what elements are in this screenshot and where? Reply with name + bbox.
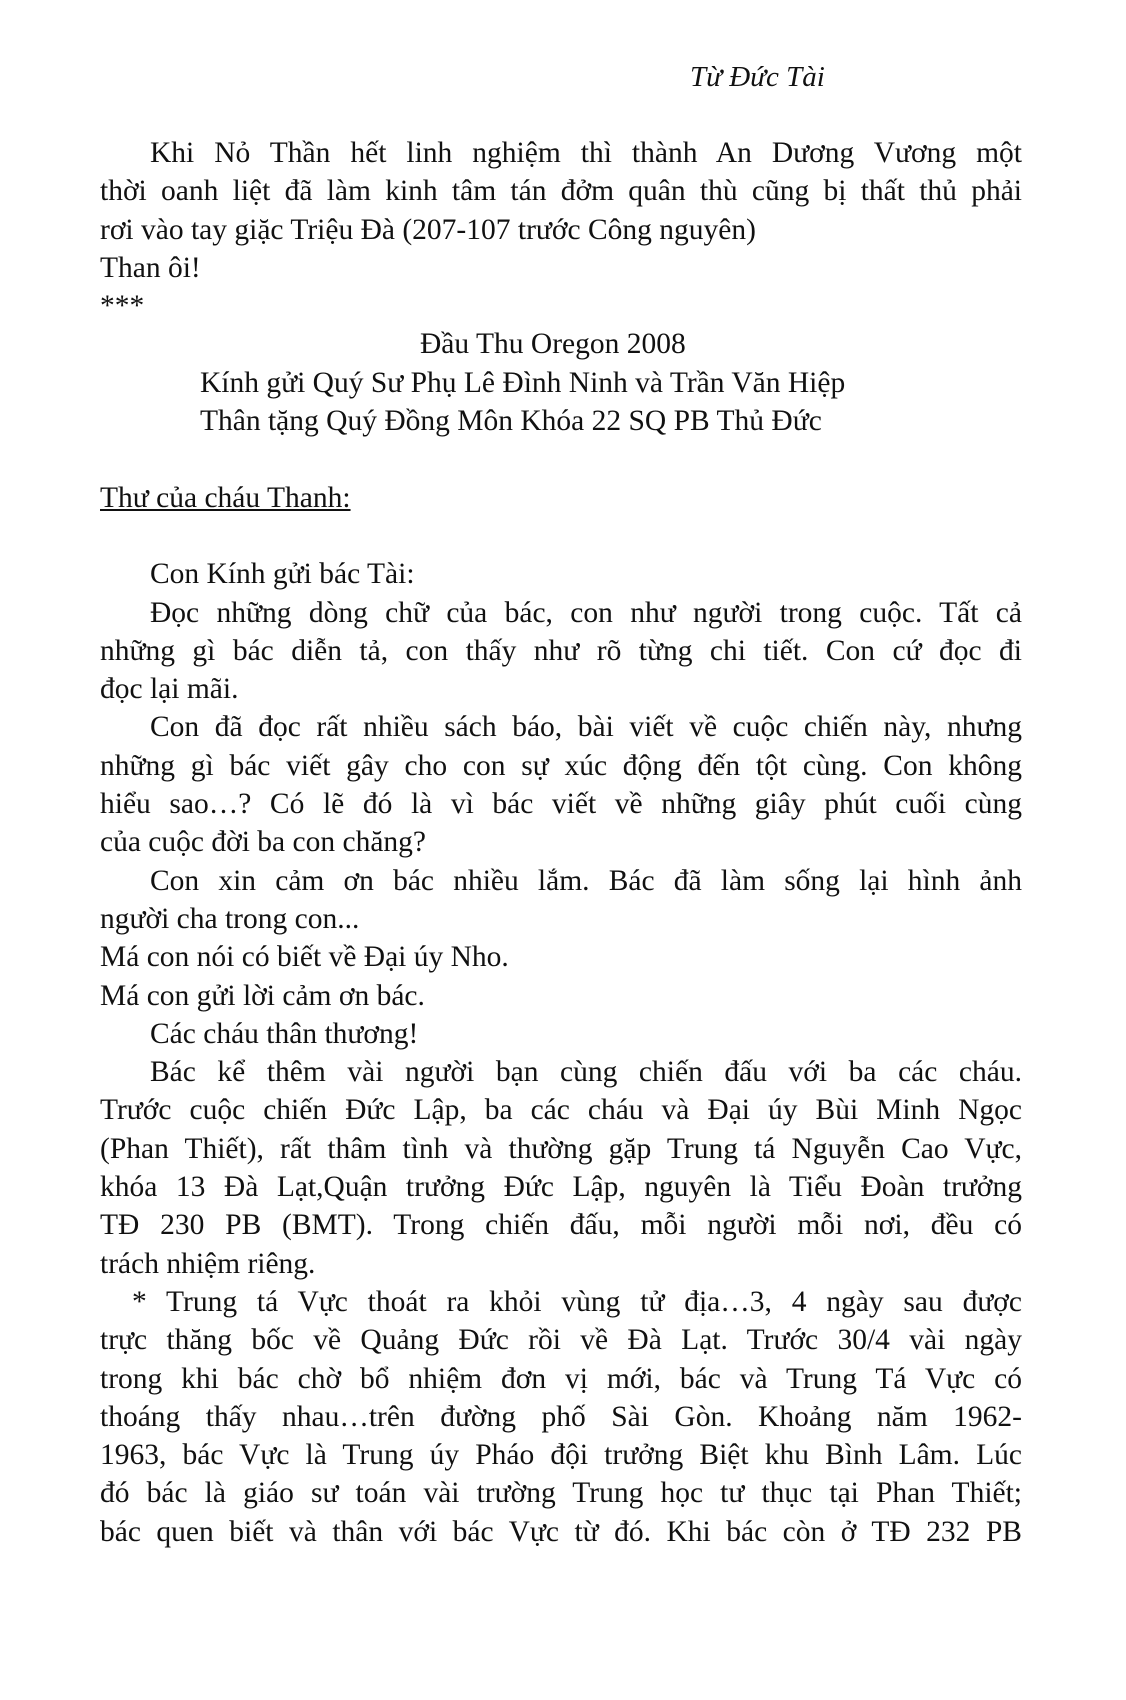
text-line: bác quen biết và thân với bác Vực từ đó. Khi bác còn ở TĐ 232 PB (100, 1515, 1022, 1548)
text-line: thời oanh liệt đã làm kinh tâm tán đởm quân thù cũng bị thất thủ phải (100, 175, 1022, 208)
text-line: trực thăng bốc về Quảng Đức rồi về Đà Lạt. Trước 30/4 vài ngày (100, 1324, 1022, 1357)
text-line: Trước cuộc chiến Đức Lập, ba các cháu và Đại úy Bùi Minh Ngọc (100, 1094, 1022, 1127)
letter-title-text: Thư của cháu Thanh: (100, 481, 351, 514)
text-line: trách nhiệm riêng. (100, 1247, 316, 1280)
text-line: những gì bác diễn tả, con thấy như rõ từng chi tiết. Con cứ đọc đi (100, 634, 1022, 667)
exclamation-line: Than ôi! (100, 251, 201, 284)
dedication-line: Thân tặng Quý Đồng Môn Khóa 22 SQ PB Thủ Đức (200, 405, 822, 438)
text-line: Bác kể thêm vài người bạn cùng chiến đấu với ba các cháu. (150, 1056, 1022, 1089)
text-line: đọc lại mãi. (100, 673, 239, 706)
text-line: 1963, bác Vực là Trung úy Pháo đội trưởng Biệt khu Bình Lâm. Lúc (100, 1439, 1022, 1472)
text-line: những gì bác viết gây cho con sự xúc động đến tột cùng. Con không (100, 749, 1022, 782)
body-text (100, 134, 1022, 1551)
signature-date: Đầu Thu Oregon 2008 (420, 328, 686, 361)
text-line: Đọc những dòng chữ của bác, con như người trong cuộc. Tất cả (150, 596, 1022, 629)
text-line: đó bác là giáo sư toán vài trường Trung học tư thục tại Phan Thiết; (100, 1477, 1022, 1510)
reply-greeting: Các cháu thân thương! (150, 1017, 419, 1050)
letter-title (100, 479, 1022, 517)
dedication-line: Kính gửi Quý Sư Phụ Lê Đình Ninh và Trần Văn Hiệp (200, 366, 846, 399)
text-line: Con xin cảm ơn bác nhiều lắm. Bác đã làm sống lại hình ảnh (150, 864, 1022, 897)
text-line: hiểu sao…? Có lẽ đó là vì bác viết về những giây phút cuối cùng (100, 788, 1022, 821)
section-separator: *** (100, 290, 145, 323)
text-line: khóa 13 Đà Lạt,Quận trưởng Đức Lập, nguyên là Tiểu Đoàn trưởng (100, 1171, 1022, 1204)
text-line: của cuộc đời ba con chăng? (100, 826, 427, 859)
running-header-author: Từ Đức Tài (690, 61, 825, 93)
text-line: * Trung tá Vực thoát ra khỏi vùng tử địa…3, 4 ngày sau được (132, 1285, 1022, 1318)
blank-line (100, 440, 1022, 478)
text-line: Khi Nỏ Thần hết linh nghiệm thì thành An Dương Vương một (150, 137, 1022, 169)
text-line: TĐ 230 PB (BMT). Trong chiến đấu, mỗi người mỗi nơi, đều có (100, 1209, 1022, 1242)
text-line: người cha trong con... (100, 902, 360, 935)
text-line: Con đã đọc rất nhiều sách báo, bài viết về cuộc chiến này, nhưng (150, 711, 1022, 744)
letter-greeting: Con Kính gửi bác Tài: (150, 558, 415, 591)
text-line: Má con nói có biết về Đại úy Nho. (100, 941, 509, 974)
text-line: (Phan Thiết), rất thâm tình và thường gặp Trung tá Nguyễn Cao Vực, (100, 1132, 1022, 1165)
text-line: trong khi bác chờ bổ nhiệm đơn vị mới, bác và Trung Tá Vực có (100, 1362, 1022, 1395)
blank-line (100, 517, 1022, 555)
text-line: Má con gửi lời cảm ơn bác. (100, 979, 425, 1012)
text-line: rơi vào tay giặc Triệu Đà (207-107 trước Công nguyên) (100, 213, 756, 246)
text-line: thoáng thấy nhau…trên đường phố Sài Gòn. Khoảng năm 1962- (100, 1400, 1022, 1433)
